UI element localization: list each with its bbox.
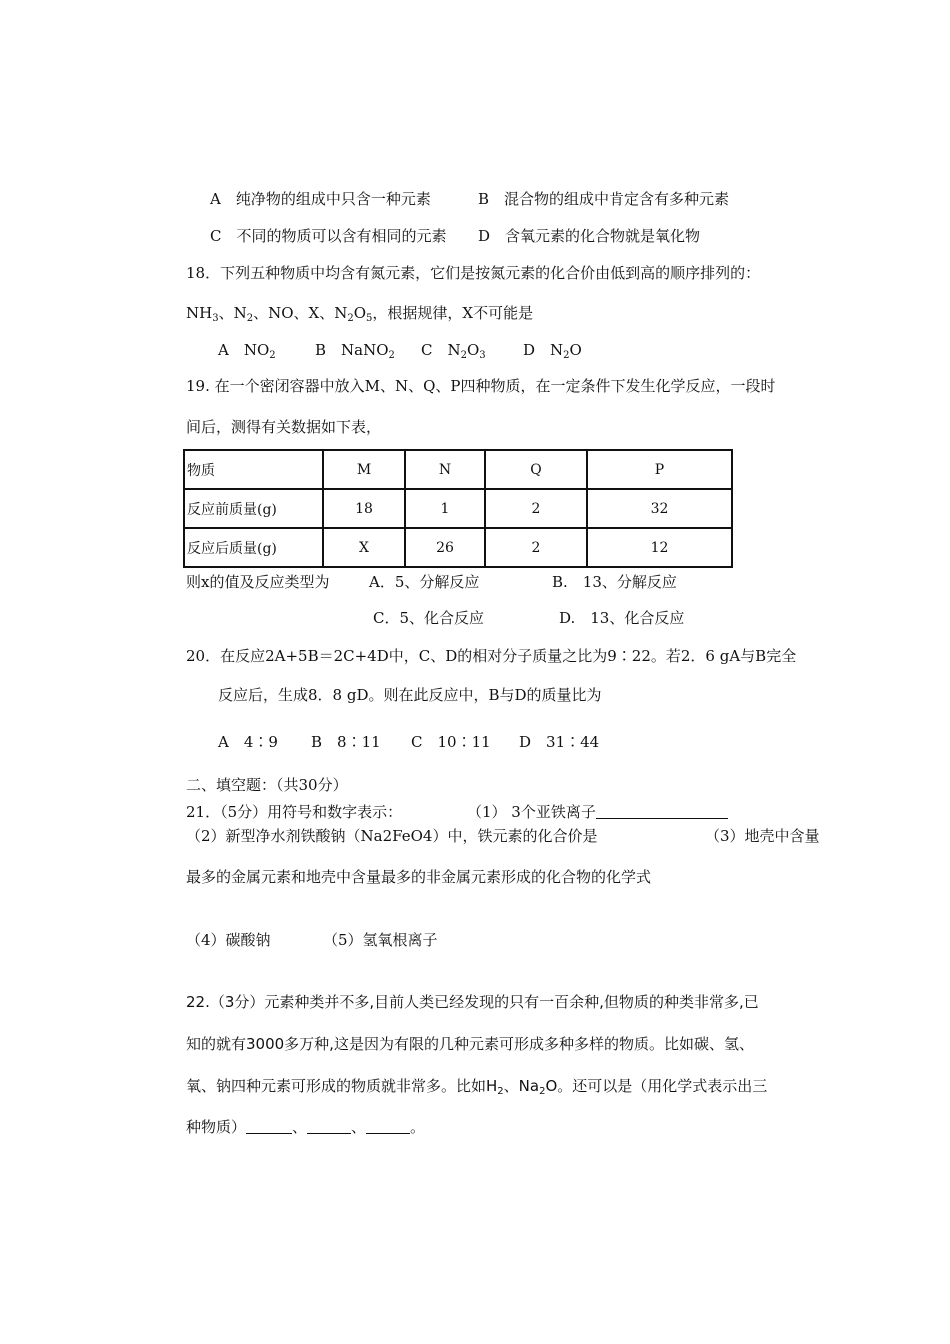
q18-option-b: B NaNO$_2$ bbox=[315, 341, 395, 361]
q17-option-a: A 纯净物的组成中只含一种元素 bbox=[210, 190, 431, 208]
table-cell: 反应前质量(g) bbox=[184, 489, 323, 528]
q18-option-a: A $NO_2$ bbox=[218, 341, 276, 361]
q19-ask: 则x的值及反应类型为 bbox=[186, 573, 330, 591]
q21-part5: （5）氢氧根离子 bbox=[323, 931, 438, 949]
table-cell: 反应后质量(g) bbox=[184, 528, 323, 567]
q19-stem-line2: 间后，测得有关数据如下表， bbox=[186, 418, 382, 436]
q22-line4: 种物质） 、 、 。 bbox=[186, 1118, 426, 1136]
q20-stem-line1: 20．在反应2A+5B＝2C+4D中，C、D的相对分子质量之比为9∶22。若2．6 gA与B完全 bbox=[186, 647, 797, 665]
table-header-cell: Q bbox=[485, 450, 587, 489]
q21-stem: 21．（5分）用符号和数字表示： bbox=[186, 803, 403, 821]
table-header-cell: 物质 bbox=[184, 450, 323, 489]
answer-blank[interactable] bbox=[307, 1119, 351, 1134]
table-cell: 12 bbox=[587, 528, 732, 567]
q17-option-c: C 不同的物质可以含有相同的元素 bbox=[210, 227, 447, 245]
table-cell: X bbox=[323, 528, 405, 567]
table-row bbox=[184, 528, 732, 567]
q20-option-c: C 10∶11 bbox=[411, 733, 491, 751]
table-header-cell: M bbox=[323, 450, 405, 489]
table-header-cell: P bbox=[587, 450, 732, 489]
q19-option-b: B. 13、分解反应 bbox=[552, 573, 677, 591]
q19-data-table bbox=[183, 449, 733, 568]
q22-line2: 知的就有3000多万种,这是因为有限的几种元素可形成多种多样的物质。比如碳、氢、 bbox=[186, 1035, 754, 1053]
q21-part3b: 最多的金属元素和地壳中含量最多的非金属元素形成的化合物的化学式 bbox=[186, 868, 652, 886]
table-cell: 2 bbox=[485, 528, 587, 567]
q19-option-d: D. 13、化合反应 bbox=[559, 609, 685, 627]
q21-part3a: （3）地壳中含量 bbox=[705, 827, 820, 845]
q21-part2: （2）新型净水剂铁酸钠（Na2FeO4）中，铁元素的化合价是 bbox=[186, 827, 598, 845]
table-header-cell: N bbox=[405, 450, 485, 489]
q19-stem-line1: 19. 在一个密闭容器中放入M、N、Q、P四种物质，在一定条件下发生化学反应，一段时 bbox=[186, 377, 776, 395]
table-cell: 2 bbox=[485, 489, 587, 528]
q20-option-d: D 31∶44 bbox=[519, 733, 600, 751]
q18-option-c: C $N_2O_3$ bbox=[421, 341, 486, 361]
q17-option-d: D 含氧元素的化合物就是氧化物 bbox=[478, 227, 701, 245]
q20-option-a: A 4∶9 bbox=[218, 733, 278, 751]
q22-line3: 氧、钠四种元素可形成的物质就非常多。比如$H_2$、$Na_2O$。还可以是（用化学式表示出三 bbox=[186, 1077, 768, 1097]
q19-option-c: C．5、化合反应 bbox=[373, 609, 485, 627]
table-header-row bbox=[184, 450, 732, 489]
q18-stem: 18．下列五种物质中均含有氮元素，它们是按氮元素的化合价由低到高的顺序排列的： bbox=[186, 264, 761, 282]
table-cell: 26 bbox=[405, 528, 485, 567]
q21-part4: （4）碳酸钠 bbox=[186, 931, 271, 949]
q20-stem-line2: 反应后，生成8．8 gD。则在此反应中，B与D的质量比为 bbox=[218, 686, 602, 704]
table-cell: 1 bbox=[405, 489, 485, 528]
q20-option-b: B 8∶11 bbox=[311, 733, 381, 751]
answer-blank[interactable] bbox=[366, 1119, 410, 1134]
q21-part1: （1） 3个亚铁离子 bbox=[467, 802, 728, 822]
q18-option-d: D $N_2O$ bbox=[523, 341, 582, 361]
q19-option-a: A．5、分解反应 bbox=[369, 573, 480, 591]
q17-option-b: B 混合物的组成中肯定含有多种元素 bbox=[478, 190, 730, 208]
section2-title: 二、填空题：（共30分） bbox=[186, 776, 348, 794]
answer-blank[interactable] bbox=[596, 804, 728, 819]
q18-series: $NH_3$、$N_2$、NO、X、$N_2O_5$，根据规律，X不可能是 bbox=[186, 304, 534, 324]
table-cell: 18 bbox=[323, 489, 405, 528]
table-row bbox=[184, 489, 732, 528]
answer-blank[interactable] bbox=[246, 1119, 292, 1134]
table-cell: 32 bbox=[587, 489, 732, 528]
q22-line1: 22.（3分）元素种类并不多,目前人类已经发现的只有一百余种,但物质的种类非常多,已 bbox=[186, 993, 759, 1011]
